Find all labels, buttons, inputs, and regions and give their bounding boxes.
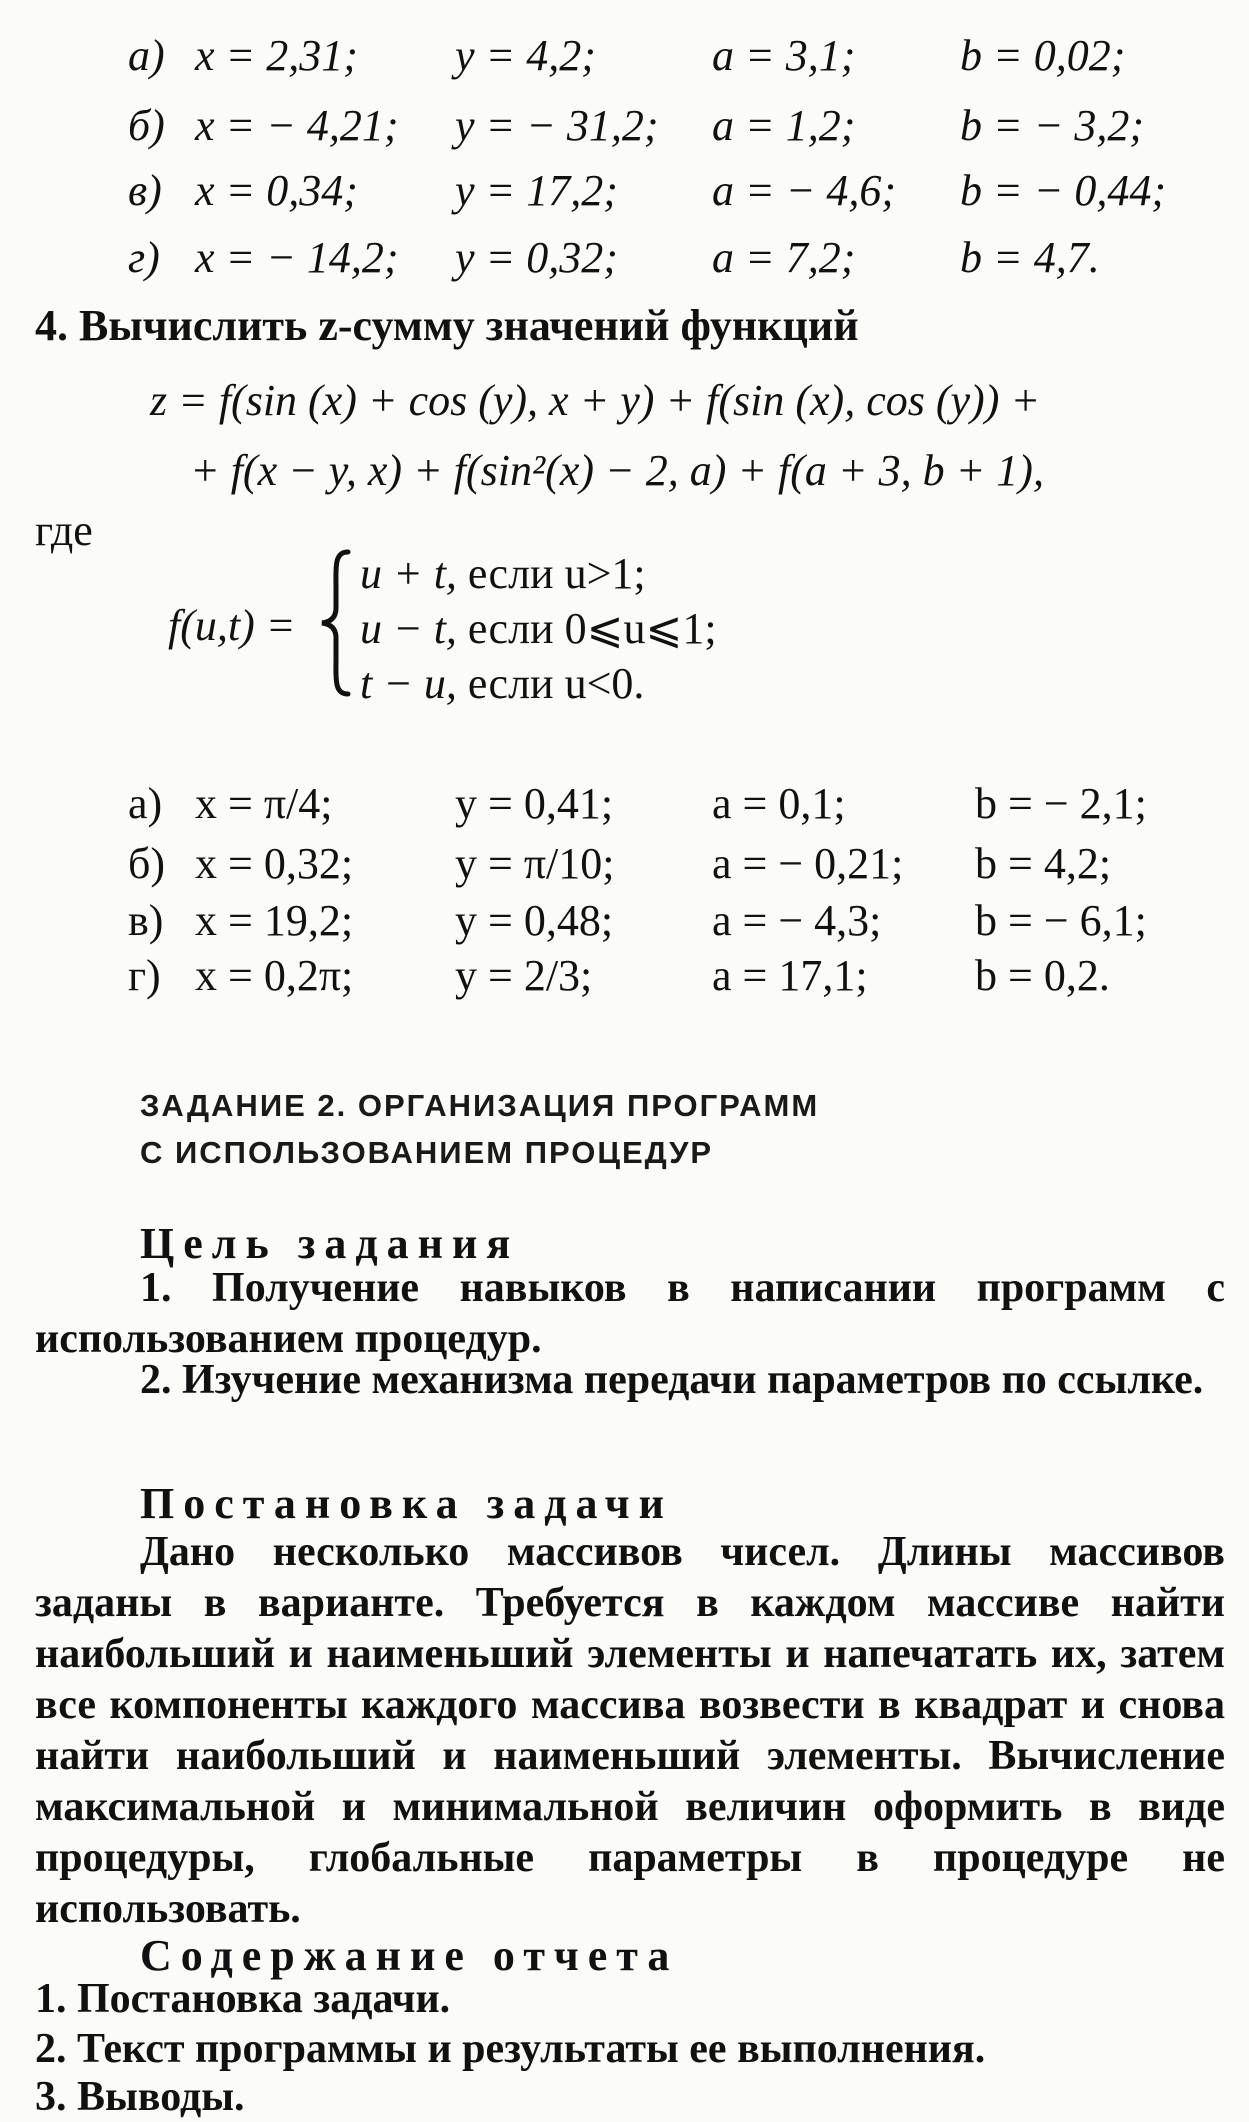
a-value: a = − 0,21;	[712, 839, 904, 888]
variant-label: б)	[128, 839, 166, 888]
case-expression: t − u,	[360, 659, 457, 708]
b-value: b = 4,2;	[975, 839, 1112, 888]
section-title-line-1: ЗАДАНИЕ 2. ОРГАНИЗАЦИЯ ПРОГРАММ	[140, 1088, 820, 1123]
variant-row	[0, 950, 1249, 1010]
variant-label: в)	[128, 166, 162, 215]
b-value: b = 4,7.	[960, 233, 1100, 282]
variant-label: а)	[128, 779, 163, 828]
goal-heading: Цель задания	[140, 1219, 520, 1268]
variant-label: в)	[128, 896, 164, 945]
a-value: a = − 4,3;	[712, 896, 882, 945]
x-value: x = − 4,21;	[195, 101, 399, 150]
y-value: y = 0,32;	[455, 233, 618, 282]
variant-label: б)	[128, 101, 165, 150]
report-item: 3. Выводы.	[35, 2074, 245, 2120]
y-value: y = 0,41;	[455, 779, 614, 828]
case-expression: u + t,	[360, 549, 457, 598]
y-value: y = 17,2;	[455, 166, 618, 215]
x-value: x = 0,32;	[195, 839, 354, 888]
case-row	[360, 548, 646, 599]
x-value: x = 2,31;	[195, 31, 358, 80]
a-value: a = 3,1;	[712, 31, 856, 80]
case-condition: если 0⩽u⩽1;	[467, 604, 717, 653]
case-row	[360, 658, 644, 709]
x-value: x = 19,2;	[195, 896, 354, 945]
y-value: y = 2/3;	[455, 951, 593, 1000]
a-value: a = 17,1;	[712, 951, 868, 1000]
b-value: b = − 3,2;	[960, 101, 1145, 150]
formula-line-2: + f(x − y, x) + f(sin²(x) − 2, a) + f(a + 3, b + 1),	[190, 446, 1044, 495]
y-value: y = 4,2;	[455, 31, 596, 80]
x-value: x = 0,2π;	[195, 951, 354, 1000]
variant-row	[0, 165, 1249, 225]
x-value: x = 0,34;	[195, 166, 358, 215]
b-value: b = 0,2.	[975, 951, 1110, 1000]
problem-text: Дано несколько массивов чисел. Длины массивов заданы в варианте. Требуется в каждом массиве найти наибольший и наименьший элементы и напечатать их, затем все компоненты каждого массива возвести в квадрат и снова найти наибольший и наименьший элементы. Вычисление максимальной и минимальной величин оформить в виде процедуры, глобальные параметры в процедуре не использовать.	[35, 1529, 1225, 1932]
a-value: a = − 4,6;	[712, 166, 897, 215]
b-value: b = 0,02;	[960, 31, 1126, 80]
report-heading: Содержание отчета	[140, 1931, 679, 1980]
variant-label: г)	[128, 233, 160, 282]
report-item: 2. Текст программы и результаты ее выполнения.	[35, 2026, 986, 2072]
case-condition: если u<0.	[467, 659, 645, 708]
variant-row	[0, 838, 1249, 898]
variant-row	[0, 895, 1249, 955]
b-value: b = − 0,44;	[960, 166, 1167, 215]
problem-heading: Постановка задачи	[140, 1479, 673, 1528]
y-value: y = π/10;	[455, 839, 615, 888]
report-item: 1. Постановка задачи.	[35, 1976, 451, 2022]
case-expression: u − t,	[360, 604, 457, 653]
x-value: x = − 14,2;	[195, 233, 399, 282]
y-value: y = 0,48;	[455, 896, 614, 945]
variant-label: а)	[128, 31, 165, 80]
variant-row	[0, 30, 1249, 90]
a-value: a = 1,2;	[712, 101, 856, 150]
task4-heading: 4. Вычислить z-сумму значений функций	[35, 301, 859, 350]
x-value: x = π/4;	[195, 779, 333, 828]
function-definition-label: f(u,t) =	[168, 601, 296, 650]
case-condition: если u>1;	[467, 549, 646, 598]
variant-label: г)	[128, 951, 161, 1000]
b-value: b = − 2,1;	[975, 779, 1147, 828]
variant-row	[0, 778, 1249, 838]
b-value: b = − 6,1;	[975, 896, 1147, 945]
case-row	[360, 603, 717, 654]
variant-row	[0, 232, 1249, 292]
section-title-line-2: С ИСПОЛЬЗОВАНИЕМ ПРОЦЕДУР	[140, 1135, 714, 1170]
variant-row	[0, 100, 1249, 160]
goal-item-1: 1. Получение навыков в написании программ с использованием процедур.	[35, 1265, 1225, 1362]
a-value: a = 7,2;	[712, 233, 856, 282]
where-label: где	[35, 506, 93, 555]
curly-brace-icon	[318, 548, 352, 698]
a-value: a = 0,1;	[712, 779, 846, 828]
formula-line-1: z = f(sin (x) + cos (y), x + y) + f(sin (x), cos (y)) +	[150, 376, 1041, 425]
y-value: y = − 31,2;	[455, 101, 659, 150]
goal-item-2: 2. Изучение механизма передачи параметров по ссылке.	[140, 1357, 1204, 1403]
